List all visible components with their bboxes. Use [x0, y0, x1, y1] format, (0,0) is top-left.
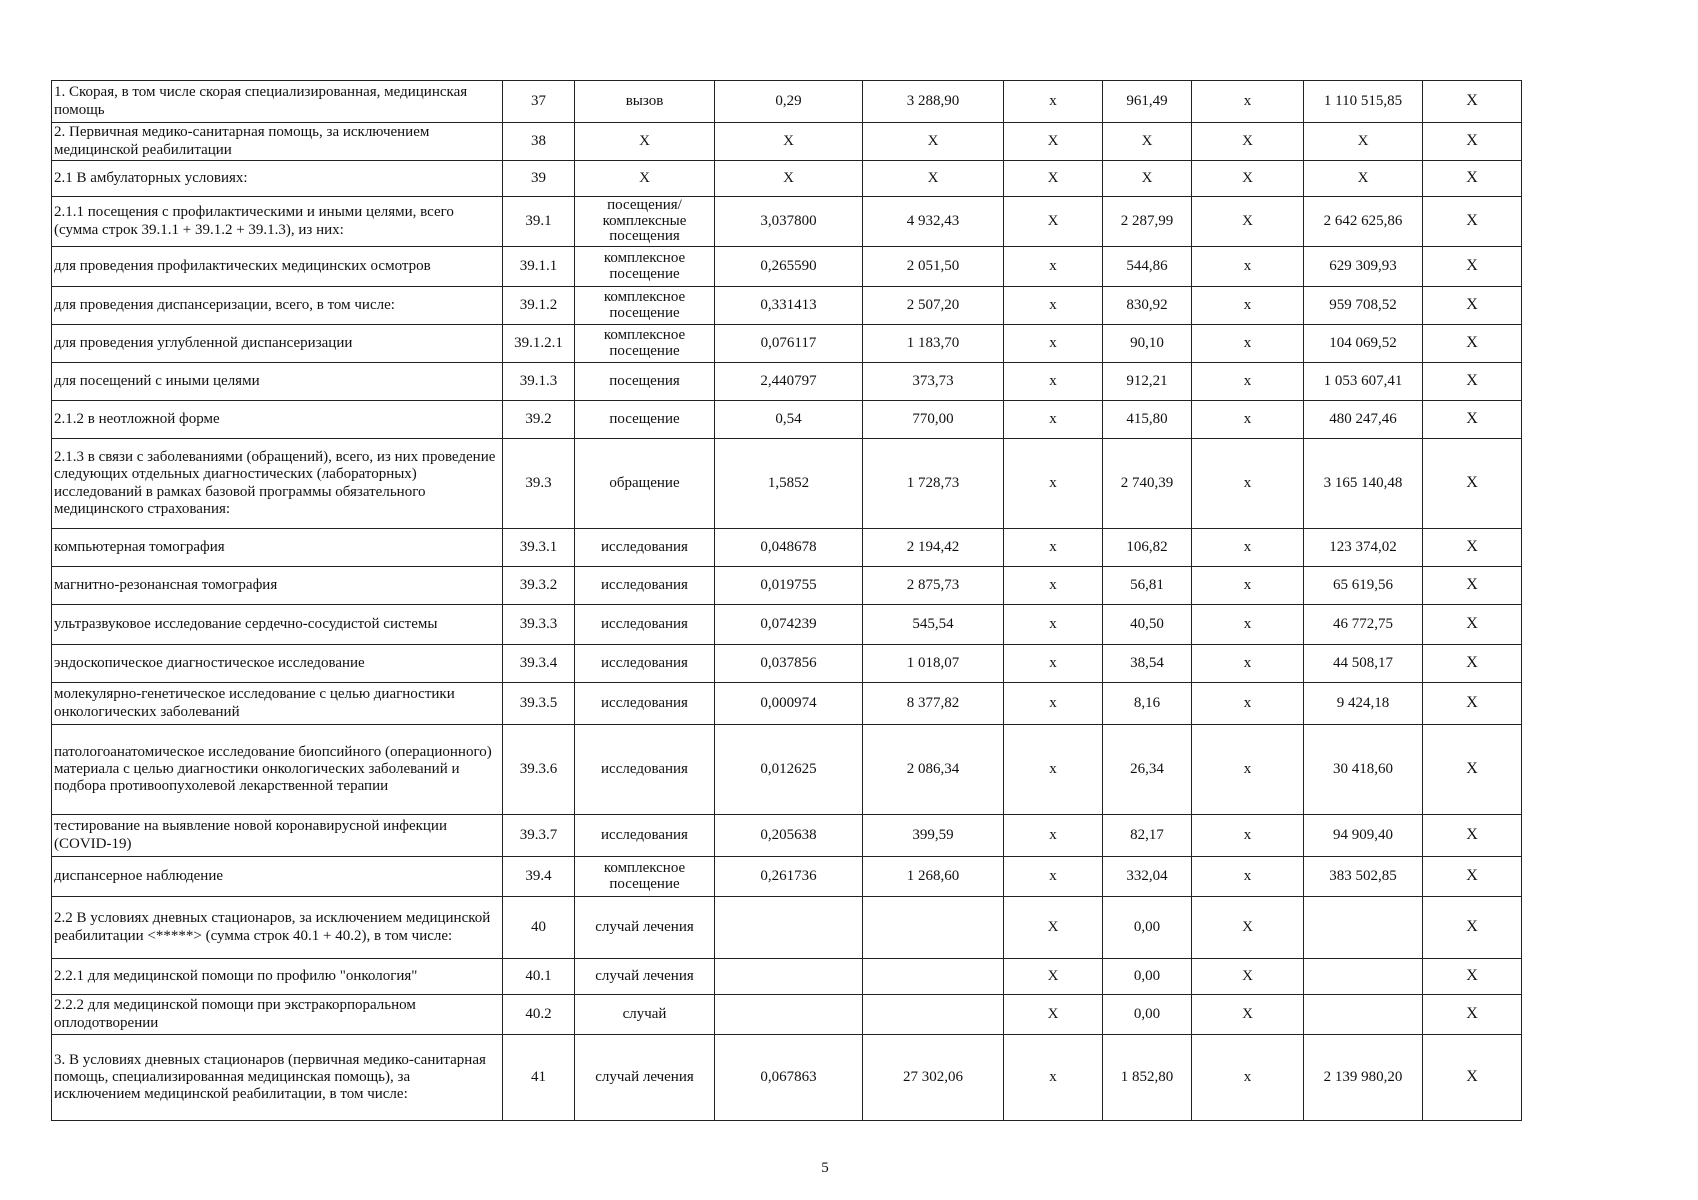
row-share: Х	[1423, 161, 1522, 197]
row-total-budget: х	[1192, 529, 1304, 567]
row-total-oms: Х	[1304, 123, 1423, 161]
row-total-budget: х	[1192, 247, 1304, 287]
row-volume-norm: 0,067863	[715, 1035, 863, 1121]
row-total-oms: Х	[1304, 161, 1423, 197]
row-share: Х	[1423, 247, 1522, 287]
row-total-oms: 94 909,40	[1304, 815, 1423, 857]
row-per-capita-budget: х	[1004, 683, 1103, 725]
row-share: Х	[1423, 815, 1522, 857]
row-unit: случай лечения	[575, 959, 715, 995]
row-line-number: 40	[503, 897, 575, 959]
row-total-budget: Х	[1192, 897, 1304, 959]
row-name: для проведения углубленной диспансеризации	[52, 325, 503, 363]
row-share: Х	[1423, 645, 1522, 683]
row-cost-norm: 2 086,34	[863, 725, 1004, 815]
row-volume-norm: 0,074239	[715, 605, 863, 645]
row-share: Х	[1423, 725, 1522, 815]
row-total-oms: 9 424,18	[1304, 683, 1423, 725]
row-cost-norm: 27 302,06	[863, 1035, 1004, 1121]
row-name: 2.1.1 посещения с профилактическими и иными целями, всего (сумма строк 39.1.1 + 39.1.2 + 39.1.3), из них:	[52, 197, 503, 247]
table-row	[52, 995, 1522, 1035]
row-name: молекулярно-генетическое исследование с целью диагностики онкологических заболеваний	[52, 683, 503, 725]
row-total-oms: 959 708,52	[1304, 287, 1423, 325]
row-cost-norm: 770,00	[863, 401, 1004, 439]
row-per-capita-budget: х	[1004, 605, 1103, 645]
row-line-number: 39.1.2	[503, 287, 575, 325]
row-line-number: 39.3.3	[503, 605, 575, 645]
row-total-budget: х	[1192, 725, 1304, 815]
row-per-capita-budget: х	[1004, 439, 1103, 529]
row-volume-norm: 0,037856	[715, 645, 863, 683]
row-share: Х	[1423, 959, 1522, 995]
row-total-budget: х	[1192, 683, 1304, 725]
row-volume-norm: 0,265590	[715, 247, 863, 287]
table-body	[52, 81, 1522, 1121]
row-per-capita-oms: 961,49	[1103, 81, 1192, 123]
row-per-capita-oms: 38,54	[1103, 645, 1192, 683]
row-total-oms: 104 069,52	[1304, 325, 1423, 363]
table-row	[52, 81, 1522, 123]
row-volume-norm	[715, 897, 863, 959]
row-per-capita-oms: 2 287,99	[1103, 197, 1192, 247]
row-cost-norm: 2 875,73	[863, 567, 1004, 605]
row-per-capita-oms: 90,10	[1103, 325, 1192, 363]
row-unit: комплексное посещение	[575, 287, 715, 325]
row-per-capita-oms: 8,16	[1103, 683, 1192, 725]
row-volume-norm	[715, 959, 863, 995]
table-row	[52, 567, 1522, 605]
row-per-capita-oms: 26,34	[1103, 725, 1192, 815]
row-per-capita-oms: 830,92	[1103, 287, 1192, 325]
row-name: тестирование на выявление новой коронавирусной инфекции (COVID-19)	[52, 815, 503, 857]
row-cost-norm: 545,54	[863, 605, 1004, 645]
row-share: Х	[1423, 897, 1522, 959]
row-unit: посещения/комплексные посещения	[575, 197, 715, 247]
row-unit: случай	[575, 995, 715, 1035]
row-total-budget: Х	[1192, 197, 1304, 247]
row-cost-norm: 1 268,60	[863, 857, 1004, 897]
table-row	[52, 959, 1522, 995]
row-share: Х	[1423, 529, 1522, 567]
row-unit: исследования	[575, 683, 715, 725]
row-volume-norm: 2,440797	[715, 363, 863, 401]
row-cost-norm	[863, 995, 1004, 1035]
row-unit: обращение	[575, 439, 715, 529]
row-total-budget: х	[1192, 645, 1304, 683]
row-name: для проведения диспансеризации, всего, в том числе:	[52, 287, 503, 325]
row-per-capita-budget: х	[1004, 645, 1103, 683]
row-share: Х	[1423, 325, 1522, 363]
row-name: 2.2.1 для медицинской помощи по профилю "онкология"	[52, 959, 503, 995]
row-line-number: 39.3.7	[503, 815, 575, 857]
row-unit: комплексное посещение	[575, 325, 715, 363]
row-cost-norm: 373,73	[863, 363, 1004, 401]
row-total-budget: х	[1192, 401, 1304, 439]
table-row	[52, 683, 1522, 725]
row-line-number: 39.1.2.1	[503, 325, 575, 363]
table-row	[52, 161, 1522, 197]
row-per-capita-oms: 0,00	[1103, 959, 1192, 995]
row-line-number: 39.1.1	[503, 247, 575, 287]
row-unit: посещение	[575, 401, 715, 439]
row-total-budget: Х	[1192, 995, 1304, 1035]
table-row	[52, 815, 1522, 857]
row-per-capita-budget: х	[1004, 815, 1103, 857]
row-unit: Х	[575, 123, 715, 161]
row-share: Х	[1423, 1035, 1522, 1121]
table-row	[52, 1035, 1522, 1121]
row-line-number: 39.3.5	[503, 683, 575, 725]
row-per-capita-oms: 82,17	[1103, 815, 1192, 857]
row-total-oms	[1304, 897, 1423, 959]
row-per-capita-budget: х	[1004, 725, 1103, 815]
row-unit: исследования	[575, 645, 715, 683]
row-line-number: 39.1	[503, 197, 575, 247]
row-line-number: 39.3.6	[503, 725, 575, 815]
row-total-oms	[1304, 995, 1423, 1035]
table-row	[52, 857, 1522, 897]
row-total-budget: х	[1192, 815, 1304, 857]
row-total-oms: 123 374,02	[1304, 529, 1423, 567]
row-cost-norm: 399,59	[863, 815, 1004, 857]
row-volume-norm: 0,076117	[715, 325, 863, 363]
row-share: Х	[1423, 857, 1522, 897]
row-line-number: 39.3.2	[503, 567, 575, 605]
row-line-number: 41	[503, 1035, 575, 1121]
row-cost-norm: 2 194,42	[863, 529, 1004, 567]
row-total-oms: 383 502,85	[1304, 857, 1423, 897]
table-row	[52, 725, 1522, 815]
row-line-number: 39.3.4	[503, 645, 575, 683]
row-name: диспансерное наблюдение	[52, 857, 503, 897]
row-total-oms: 46 772,75	[1304, 605, 1423, 645]
row-total-budget: х	[1192, 287, 1304, 325]
row-share: Х	[1423, 81, 1522, 123]
row-line-number: 39	[503, 161, 575, 197]
row-total-oms: 44 508,17	[1304, 645, 1423, 683]
row-total-oms: 2 139 980,20	[1304, 1035, 1423, 1121]
table-row	[52, 439, 1522, 529]
row-per-capita-oms: 332,04	[1103, 857, 1192, 897]
row-unit: комплексное посещение	[575, 247, 715, 287]
row-share: Х	[1423, 683, 1522, 725]
row-per-capita-oms: 912,21	[1103, 363, 1192, 401]
row-name: эндоскопическое диагностическое исследование	[52, 645, 503, 683]
row-volume-norm: 3,037800	[715, 197, 863, 247]
row-cost-norm: 4 932,43	[863, 197, 1004, 247]
row-total-budget: х	[1192, 567, 1304, 605]
row-volume-norm: 1,5852	[715, 439, 863, 529]
row-name: ультразвуковое исследование сердечно-сосудистой системы	[52, 605, 503, 645]
row-line-number: 40.2	[503, 995, 575, 1035]
row-total-oms: 65 619,56	[1304, 567, 1423, 605]
row-total-budget: х	[1192, 439, 1304, 529]
row-name: магнитно-резонансная томография	[52, 567, 503, 605]
row-total-budget: х	[1192, 81, 1304, 123]
row-per-capita-budget: Х	[1004, 995, 1103, 1035]
table-row	[52, 897, 1522, 959]
row-unit: комплексное посещение	[575, 857, 715, 897]
table-row	[52, 123, 1522, 161]
table-row	[52, 529, 1522, 567]
row-unit: исследования	[575, 725, 715, 815]
row-share: Х	[1423, 605, 1522, 645]
row-volume-norm: 0,048678	[715, 529, 863, 567]
row-cost-norm: 2 051,50	[863, 247, 1004, 287]
row-line-number: 39.3.1	[503, 529, 575, 567]
row-cost-norm: 1 728,73	[863, 439, 1004, 529]
row-per-capita-budget: х	[1004, 247, 1103, 287]
row-line-number: 38	[503, 123, 575, 161]
row-volume-norm: 0,000974	[715, 683, 863, 725]
row-total-budget: Х	[1192, 161, 1304, 197]
row-volume-norm: 0,205638	[715, 815, 863, 857]
row-per-capita-oms: 40,50	[1103, 605, 1192, 645]
row-total-oms: 629 309,93	[1304, 247, 1423, 287]
row-name: 2.2.2 для медицинской помощи при экстракорпоральном оплодотворении	[52, 995, 503, 1035]
row-total-budget: х	[1192, 325, 1304, 363]
row-line-number: 37	[503, 81, 575, 123]
row-per-capita-budget: х	[1004, 81, 1103, 123]
row-per-capita-budget: Х	[1004, 197, 1103, 247]
row-share: Х	[1423, 123, 1522, 161]
row-per-capita-budget: х	[1004, 401, 1103, 439]
row-share: Х	[1423, 287, 1522, 325]
row-per-capita-oms: 415,80	[1103, 401, 1192, 439]
row-total-oms	[1304, 959, 1423, 995]
row-unit: вызов	[575, 81, 715, 123]
row-name: 1. Скорая, в том числе скорая специализированная, медицинская помощь	[52, 81, 503, 123]
table-row	[52, 645, 1522, 683]
row-per-capita-oms: 106,82	[1103, 529, 1192, 567]
row-per-capita-oms: 544,86	[1103, 247, 1192, 287]
row-name: 2.1.2 в неотложной форме	[52, 401, 503, 439]
row-per-capita-oms: 2 740,39	[1103, 439, 1192, 529]
row-cost-norm: 2 507,20	[863, 287, 1004, 325]
row-line-number: 39.1.3	[503, 363, 575, 401]
row-total-budget: Х	[1192, 123, 1304, 161]
financing-table	[51, 80, 1522, 1121]
row-total-budget: х	[1192, 857, 1304, 897]
row-per-capita-budget: х	[1004, 857, 1103, 897]
row-line-number: 40.1	[503, 959, 575, 995]
row-name: 2.1 В амбулаторных условиях:	[52, 161, 503, 197]
row-per-capita-oms: 0,00	[1103, 897, 1192, 959]
row-cost-norm: Х	[863, 161, 1004, 197]
table-row	[52, 363, 1522, 401]
row-name: патологоанатомическое исследование биопсийного (операционного) материала с целью диагностики онкологических заболеваний и подбора противоопухолевой лекарственной терапии	[52, 725, 503, 815]
row-volume-norm: Х	[715, 123, 863, 161]
row-unit: посещения	[575, 363, 715, 401]
row-line-number: 39.3	[503, 439, 575, 529]
table-row	[52, 197, 1522, 247]
row-per-capita-budget: х	[1004, 1035, 1103, 1121]
row-share: Х	[1423, 401, 1522, 439]
row-share: Х	[1423, 567, 1522, 605]
row-total-budget: х	[1192, 605, 1304, 645]
row-share: Х	[1423, 363, 1522, 401]
row-unit: исследования	[575, 529, 715, 567]
row-per-capita-budget: х	[1004, 287, 1103, 325]
row-volume-norm: 0,019755	[715, 567, 863, 605]
row-per-capita-budget: х	[1004, 325, 1103, 363]
row-unit: исследования	[575, 815, 715, 857]
table-row	[52, 247, 1522, 287]
row-name: 3. В условиях дневных стационаров (первичная медико-санитарная помощь, специализированная медицинская помощь), за исключением медицинской реабилитации, в том числе:	[52, 1035, 503, 1121]
row-share: Х	[1423, 995, 1522, 1035]
row-per-capita-oms: 0,00	[1103, 995, 1192, 1035]
row-line-number: 39.4	[503, 857, 575, 897]
row-cost-norm: 3 288,90	[863, 81, 1004, 123]
row-cost-norm: 1 183,70	[863, 325, 1004, 363]
row-name: 2. Первичная медико-санитарная помощь, за исключением медицинской реабилитации	[52, 123, 503, 161]
row-share: Х	[1423, 197, 1522, 247]
row-cost-norm: 8 377,82	[863, 683, 1004, 725]
row-name: для проведения профилактических медицинских осмотров	[52, 247, 503, 287]
row-unit: случай лечения	[575, 897, 715, 959]
row-per-capita-oms: 56,81	[1103, 567, 1192, 605]
row-name: 2.2 В условиях дневных стационаров, за исключением медицинской реабилитации <*****> (сумма строк 40.1 + 40.2), в том числе:	[52, 897, 503, 959]
row-cost-norm: Х	[863, 123, 1004, 161]
row-total-oms: 30 418,60	[1304, 725, 1423, 815]
table-row	[52, 401, 1522, 439]
row-total-budget: Х	[1192, 959, 1304, 995]
row-volume-norm: 0,331413	[715, 287, 863, 325]
row-unit: исследования	[575, 567, 715, 605]
row-volume-norm: Х	[715, 161, 863, 197]
row-total-oms: 1 053 607,41	[1304, 363, 1423, 401]
row-per-capita-budget: х	[1004, 529, 1103, 567]
row-unit: случай лечения	[575, 1035, 715, 1121]
row-share: Х	[1423, 439, 1522, 529]
row-per-capita-budget: х	[1004, 363, 1103, 401]
table-row	[52, 605, 1522, 645]
row-volume-norm: 0,012625	[715, 725, 863, 815]
row-volume-norm	[715, 995, 863, 1035]
row-volume-norm: 0,54	[715, 401, 863, 439]
row-name: 2.1.3 в связи с заболеваниями (обращений), всего, из них проведение следующих отдельных диагностических (лабораторных) исследований в рамках базовой программы обязательного медицинского страхования:	[52, 439, 503, 529]
row-cost-norm	[863, 897, 1004, 959]
row-per-capita-oms: Х	[1103, 123, 1192, 161]
table-row	[52, 325, 1522, 363]
table-row	[52, 287, 1522, 325]
row-total-oms: 1 110 515,85	[1304, 81, 1423, 123]
row-cost-norm	[863, 959, 1004, 995]
row-name: компьютерная томография	[52, 529, 503, 567]
row-total-oms: 3 165 140,48	[1304, 439, 1423, 529]
row-volume-norm: 0,29	[715, 81, 863, 123]
row-total-budget: х	[1192, 1035, 1304, 1121]
row-line-number: 39.2	[503, 401, 575, 439]
row-total-oms: 480 247,46	[1304, 401, 1423, 439]
row-per-capita-budget: Х	[1004, 959, 1103, 995]
page-number: 5	[821, 1160, 829, 1176]
row-total-budget: х	[1192, 363, 1304, 401]
row-total-oms: 2 642 625,86	[1304, 197, 1423, 247]
row-name: для посещений с иными целями	[52, 363, 503, 401]
row-per-capita-budget: Х	[1004, 123, 1103, 161]
row-per-capita-budget: Х	[1004, 161, 1103, 197]
row-per-capita-budget: х	[1004, 567, 1103, 605]
row-unit: исследования	[575, 605, 715, 645]
row-per-capita-budget: Х	[1004, 897, 1103, 959]
row-cost-norm: 1 018,07	[863, 645, 1004, 683]
row-per-capita-oms: 1 852,80	[1103, 1035, 1192, 1121]
row-volume-norm: 0,261736	[715, 857, 863, 897]
row-per-capita-oms: Х	[1103, 161, 1192, 197]
row-unit: Х	[575, 161, 715, 197]
